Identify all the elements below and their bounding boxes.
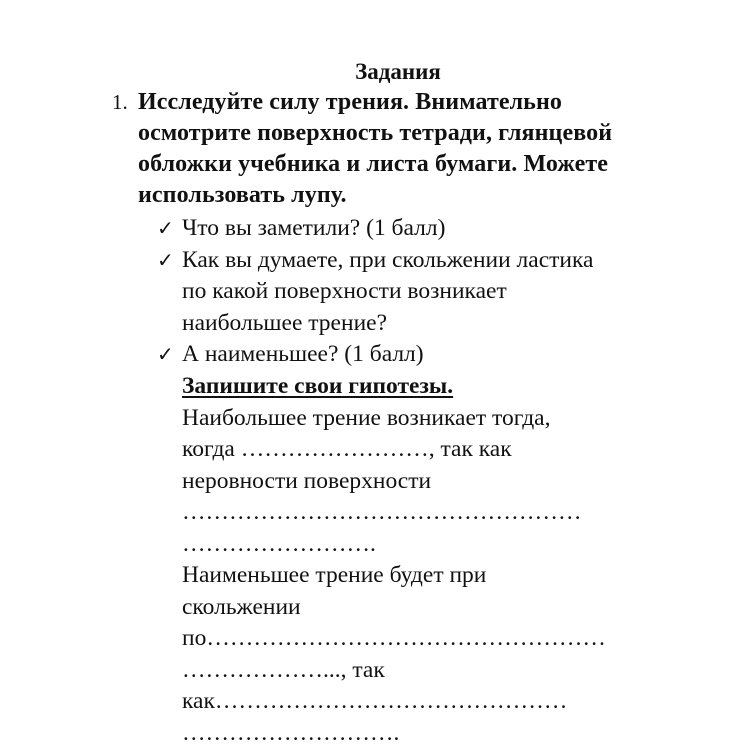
task-line: осмотрите поверхность тетради, глянцевой — [138, 120, 613, 146]
task-instructions — [138, 87, 678, 211]
question-line: наибольшее трение? — [182, 309, 388, 336]
hypothesis-line: ………………..., так — [182, 656, 385, 683]
hypothesis-heading: Запишите свои гипотезы. — [182, 373, 454, 399]
hypothesis-line: Наименьшее трение будет при — [182, 562, 487, 588]
hypothesis-line: ………………………. — [182, 719, 400, 746]
question-line: по какой поверхности возникает — [182, 278, 507, 304]
question-item — [157, 339, 677, 371]
hypothesis-line: по…………………………………………… — [182, 625, 606, 651]
question-item — [157, 213, 677, 245]
task-line: Исследуйте силу трения. Внимательно — [138, 89, 563, 115]
page-title: Задания — [355, 59, 441, 84]
hypothesis-line: как……………………………………… — [182, 688, 568, 714]
question-line: А наименьшее? (1 балл) — [182, 341, 424, 367]
hypothesis-line: скольжении — [182, 593, 301, 620]
check-mark-icon: ✓ — [157, 342, 174, 366]
check-mark-icon: ✓ — [157, 247, 174, 272]
question-item — [157, 245, 677, 340]
hypothesis-line: ……………………. — [182, 530, 376, 557]
question-line: Как вы думаете, при скольжении ластика — [182, 246, 594, 273]
task-line: обложки учебника и листа бумаги. Можете — [138, 151, 608, 177]
hypothesis-line: Наибольшее трение возникает тогда, — [182, 404, 551, 431]
question-list — [157, 213, 677, 371]
hypothesis-line: когда ……………………, так как — [182, 436, 512, 462]
hypothesis-line: …………………………………………… — [182, 499, 582, 525]
check-mark-icon: ✓ — [157, 216, 174, 240]
question-line: Что вы заметили? (1 балл) — [182, 215, 446, 241]
task-line: использовать лупу. — [138, 182, 347, 208]
hypothesis-line: неровности поверхности — [182, 467, 432, 494]
hypothesis-section — [182, 371, 672, 749]
task-number: 1. — [112, 90, 128, 114]
